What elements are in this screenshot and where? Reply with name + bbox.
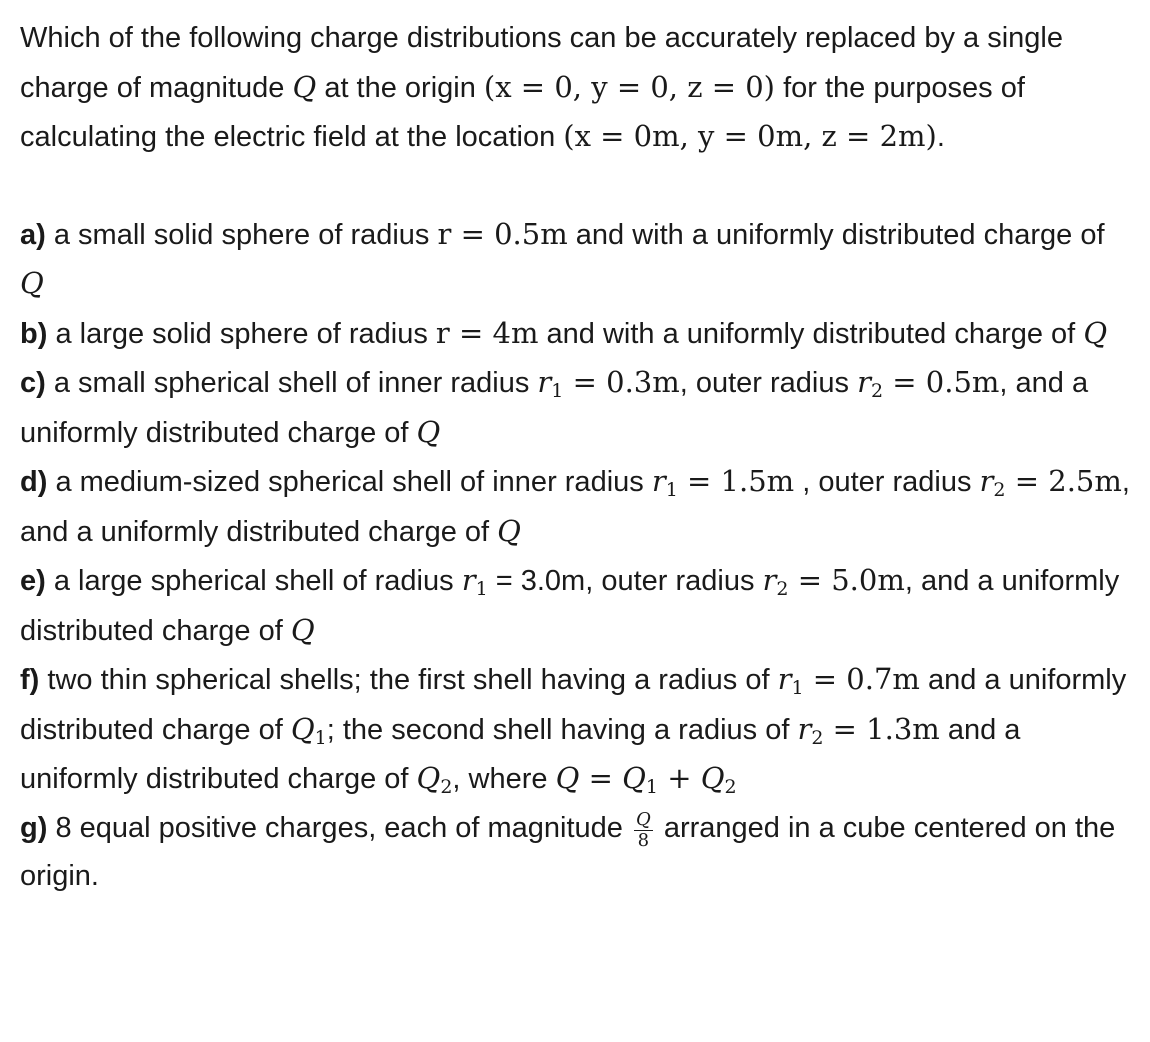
- option-text: arranged in a cube centered on the origin.: [20, 811, 1116, 892]
- question-text: Which of the following charge distributions can be accurately replaced by a single charge of magnitude: [20, 22, 1063, 104]
- option-text: a large spherical shell of radius: [53, 565, 454, 597]
- option-d: [20, 457, 1135, 556]
- document-body: [20, 14, 1135, 901]
- option-text: a large solid sphere of radius: [55, 317, 428, 350]
- option-text: and a uniformly distributed charge of: [20, 664, 1127, 746]
- math-q: Q: [497, 513, 521, 548]
- option-c: [20, 358, 1135, 457]
- math-q: Q: [20, 266, 44, 300]
- option-letter: f): [20, 664, 40, 696]
- question-stem: [20, 14, 1135, 162]
- option-g: [20, 804, 1135, 901]
- option-text: a small solid sphere of radius: [53, 218, 430, 251]
- option-letter: b): [20, 317, 48, 350]
- question-text: for the purposes of calculating the electric field at the location: [20, 71, 1025, 153]
- option-text: , outer radius: [802, 466, 972, 498]
- option-text: , outer radius: [679, 367, 850, 399]
- math-q2: $Q_2$: [416, 761, 453, 798]
- option-text: and a uniformly distributed charge of: [20, 713, 1021, 795]
- option-letter: c): [20, 367, 46, 399]
- math-r2: $r_2 = 2.5m$: [979, 464, 1122, 501]
- fraction-q-over-8: $\frac{Q}{8}$: [635, 808, 651, 851]
- math-expression: r = 0.5m: [437, 216, 568, 251]
- option-text: , and a uniformly distributed charge of: [20, 565, 1120, 647]
- math-origin: (x = 0, y = 0, z = 0): [483, 69, 775, 104]
- option-letter: g): [20, 811, 48, 844]
- math-r1: $r_1$: [461, 563, 488, 600]
- option-b: [20, 309, 1135, 359]
- option-text: , where: [452, 763, 548, 795]
- option-e: [20, 556, 1135, 655]
- option-text: 8 equal positive charges, each of magnitude: [55, 811, 623, 844]
- math-q1: $Q_1$: [290, 711, 327, 749]
- option-text: two thin spherical shells; the first shell having a radius of: [47, 664, 770, 696]
- math-expression: r = 4m: [435, 315, 539, 350]
- math-r1: $r_1 = 0.7m$: [777, 662, 920, 699]
- option-text: = 3.0m, outer radius: [495, 565, 755, 597]
- math-r2: $r_2 = 1.3m$: [797, 711, 940, 749]
- math-r2: $r_2 = 5.0m$: [762, 563, 905, 600]
- math-r2: $r_2 = 0.5m$: [857, 365, 1000, 402]
- math-r1: $r_1 = 1.5m$: [651, 464, 795, 501]
- math-location: (x = 0m, y = 0m, z = 2m): [563, 119, 937, 153]
- option-letter: a): [20, 218, 46, 251]
- option-letter: e): [20, 565, 46, 597]
- option-text: and with a uniformly distributed charge of: [575, 218, 1105, 251]
- question-text: at the origin: [324, 71, 476, 104]
- math-q: Q: [1083, 315, 1108, 350]
- math-q: Q: [290, 612, 315, 647]
- option-text: , and a uniformly distributed charge of: [20, 367, 1089, 449]
- option-text: and with a uniformly distributed charge of: [546, 317, 1076, 350]
- option-text: a small spherical shell of inner radius: [53, 367, 530, 399]
- math-q: Q: [416, 414, 441, 449]
- math-sum: $Q = Q_1 + Q_2$: [555, 761, 737, 798]
- option-letter: d): [20, 466, 48, 498]
- option-text: ; the second shell having a radius of: [326, 713, 790, 746]
- option-text: , and a uniformly distributed charge of: [20, 466, 1130, 548]
- option-text: a medium-sized spherical shell of inner radius: [55, 466, 644, 498]
- math-r1: $r_1 = 0.3m$: [537, 365, 680, 402]
- option-f: [20, 655, 1135, 804]
- question-text: .: [936, 121, 945, 153]
- math-q: Q: [292, 69, 317, 104]
- spacer: [20, 162, 1135, 210]
- option-a: [20, 210, 1135, 309]
